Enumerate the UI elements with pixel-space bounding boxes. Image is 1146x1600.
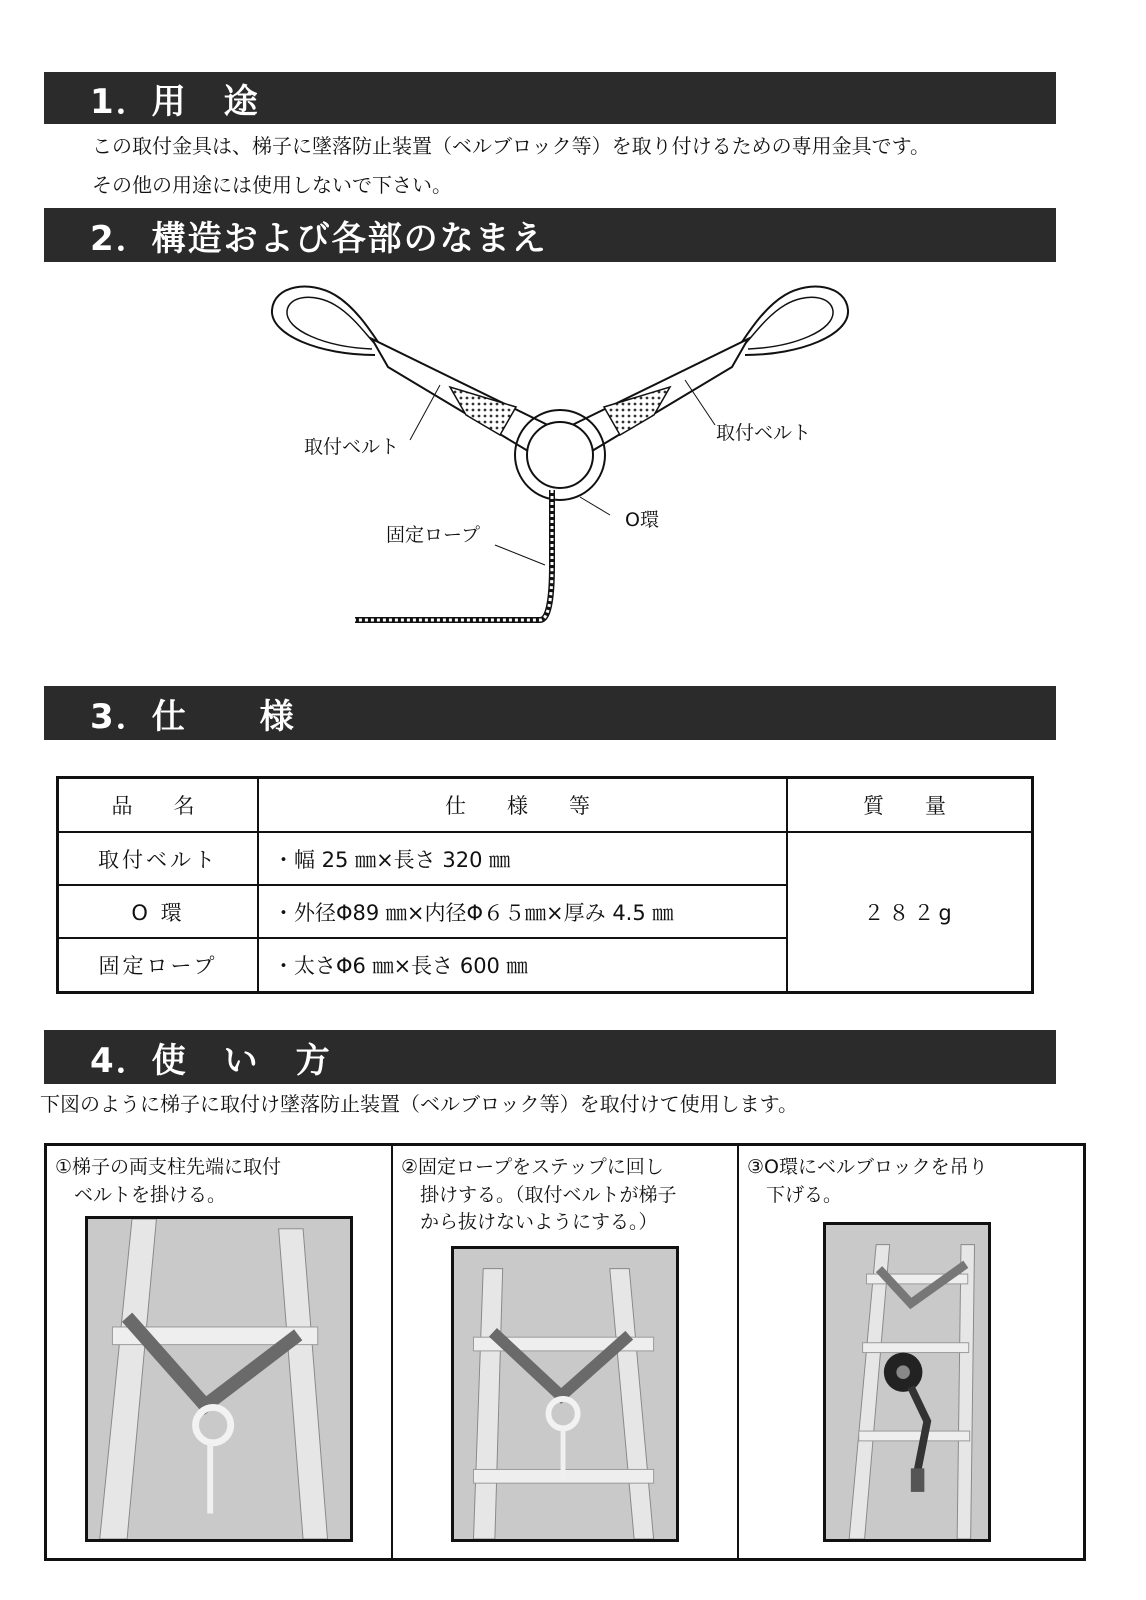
section-4-title: 4．使 い 方 xyxy=(90,1040,332,1081)
section-1-banner xyxy=(44,72,1056,124)
row-name: 固定ロープ xyxy=(58,938,259,992)
header-mass: 質 量 xyxy=(787,778,1033,833)
label-belt-left: 取付ベルト xyxy=(304,436,400,458)
usage-step-1 xyxy=(47,1146,393,1558)
section-1-line-1: この取付金具は、梯子に墜落防止装置（ベルブロック等）を取り付けるための専用金具です。 xyxy=(92,134,930,158)
section-1-line-2: その他の用途には使用しないで下さい。 xyxy=(92,173,452,197)
right-belt-loop xyxy=(740,287,848,355)
row-name: 取付ベルト xyxy=(58,832,259,885)
table-header-row xyxy=(58,778,1033,833)
step-1-text: ①梯子の両支柱先端に取付 ベルトを掛ける。 xyxy=(55,1156,282,1206)
step-3-text: ③O環にベルブロックを吊り 下げる。 xyxy=(747,1156,988,1206)
step-1-photo xyxy=(85,1216,353,1542)
row-name: O 環 xyxy=(58,885,259,938)
label-o-ring: O環 xyxy=(625,509,659,531)
spec-table xyxy=(56,776,1034,994)
section-3-banner xyxy=(44,686,1056,740)
header-name: 品 名 xyxy=(58,778,259,833)
label-belt-right: 取付ベルト xyxy=(716,422,812,444)
section-4-intro: 下図のように梯子に取付け墜落防止装置（ベルブロック等）を取付けて使用します。 xyxy=(40,1092,798,1116)
structure-diagram xyxy=(260,275,860,645)
section-2-banner xyxy=(44,208,1056,262)
table-row xyxy=(58,832,1033,885)
fixing-rope xyxy=(355,490,552,620)
row-spec: ・太さΦ6 ㎜×長さ 600 ㎜ xyxy=(258,938,787,992)
step-3-photo xyxy=(823,1222,991,1542)
usage-step-2 xyxy=(393,1146,739,1558)
usage-step-3 xyxy=(739,1146,1083,1558)
section-4-banner xyxy=(44,1030,1056,1084)
label-fixing-rope: 固定ロープ xyxy=(386,524,481,546)
step-2-photo xyxy=(451,1246,679,1542)
header-spec: 仕 様 等 xyxy=(258,778,787,833)
left-belt-loop xyxy=(272,287,380,355)
section-2-title: 2．構造および各部のなまえ xyxy=(90,218,548,259)
usage-steps xyxy=(44,1143,1086,1561)
step-2-text: ②固定ロープをステップに回し 掛けする。（取付ベルトが梯子 から抜けないようにする。） xyxy=(401,1156,677,1234)
section-1-title: 1．用 途 xyxy=(90,81,260,122)
mass-value: ２８２g xyxy=(787,832,1033,993)
row-spec: ・幅 25 ㎜×長さ 320 ㎜ xyxy=(258,832,787,885)
row-spec: ・外径Φ89 ㎜×内径Φ６５㎜×厚み 4.5 ㎜ xyxy=(258,885,787,938)
section-3-title: 3．仕 様 xyxy=(90,696,296,737)
